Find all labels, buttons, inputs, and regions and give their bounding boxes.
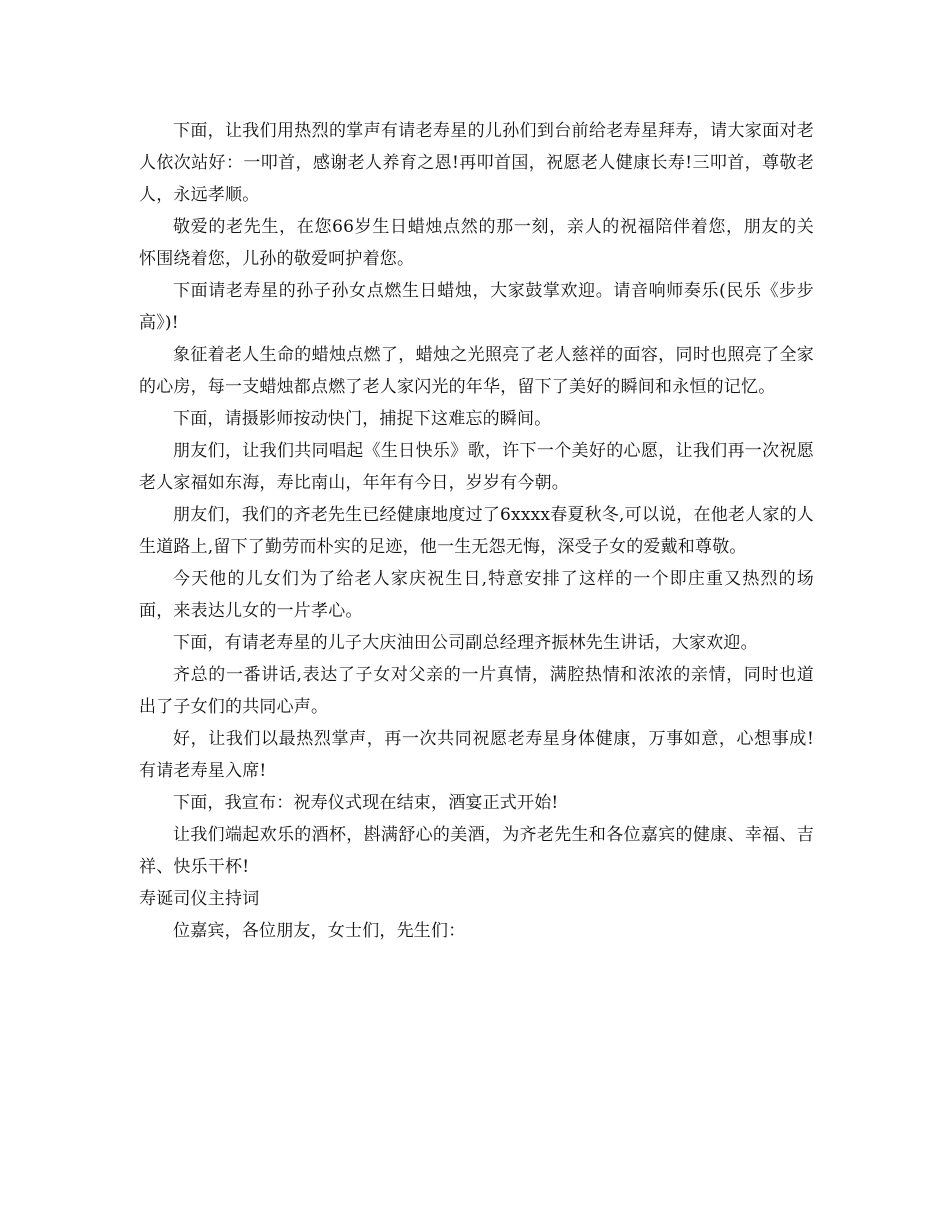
paragraph-9: 下面，有请老寿星的儿子大庆油田公司副总经理齐振林先生讲话，大家欢迎。 [173,633,758,653]
paragraph-1: 下面，让我们用热烈的掌声有请老寿星的儿孙们到台前给老寿星拜寿，请大家面对老人依次站好：一叩首，感谢老人养育之恩!再叩首国，祝愿老人健康长寿!三叩首，尊敬老人，永远孝顺。 [139,121,814,205]
paragraph-6: 朋友们，让我们共同唱起《生日快乐》歌，许下一个美好的心愿，让我们再一次祝愿老人家福如东海，寿比南山，年年有今日，岁岁有今朝。 [139,441,814,493]
paragraph-13: 让我们端起欢乐的酒杯，斟满舒心的美酒，为齐老先生和各位嘉宾的健康、幸福、吉祥、快乐干杯! [139,825,814,877]
paragraph-10: 齐总的一番讲话,表达了子女对父亲的一片真情，满腔热情和浓浓的亲情，同时也道出了子女们的共同心声。 [139,665,814,717]
closing-paragraph: 位嘉宾，各位朋友，女士们，先生们： [173,921,466,941]
document-body [139,115,814,947]
paragraph-3: 下面请老寿星的孙子孙女点燃生日蜡烛，大家鼓掌欢迎。请音响师奏乐(民乐《步步高》)! [139,281,814,333]
paragraph-7: 朋友们，我们的齐老先生已经健康地度过了6xxxx春夏秋冬,可以说，在他老人家的人生道路上,留下了勤劳而朴实的足迹，他一生无怨无悔，深受子女的爱戴和尊敬。 [139,505,814,557]
paragraph-5: 下面，请摄影师按动快门，捕捉下这难忘的瞬间。 [173,409,552,429]
paragraph-8: 今天他的儿女们为了给老人家庆祝生日,特意安排了这样的一个即庄重又热烈的场面，来表达儿女的一片孝心。 [139,569,814,621]
paragraph-12: 下面，我宣布：祝寿仪式现在结束，酒宴正式开始! [173,793,559,813]
section-heading: 寿诞司仪主持词 [139,889,260,909]
paragraph-4: 象征着老人生命的蜡烛点燃了，蜡烛之光照亮了老人慈祥的面容，同时也照亮了全家的心房，每一支蜡烛都点燃了老人家闪光的年华，留下了美好的瞬间和永恒的记忆。 [139,345,814,397]
paragraph-2: 敬爱的老先生，在您66岁生日蜡烛点然的那一刻，亲人的祝福陪伴着您，朋友的关怀围绕着您，儿孙的敬爱呵护着您。 [139,217,814,269]
paragraph-11: 好，让我们以最热烈掌声，再一次共同祝愿老寿星身体健康，万事如意，心想事成!有请老寿星入席! [139,729,814,781]
